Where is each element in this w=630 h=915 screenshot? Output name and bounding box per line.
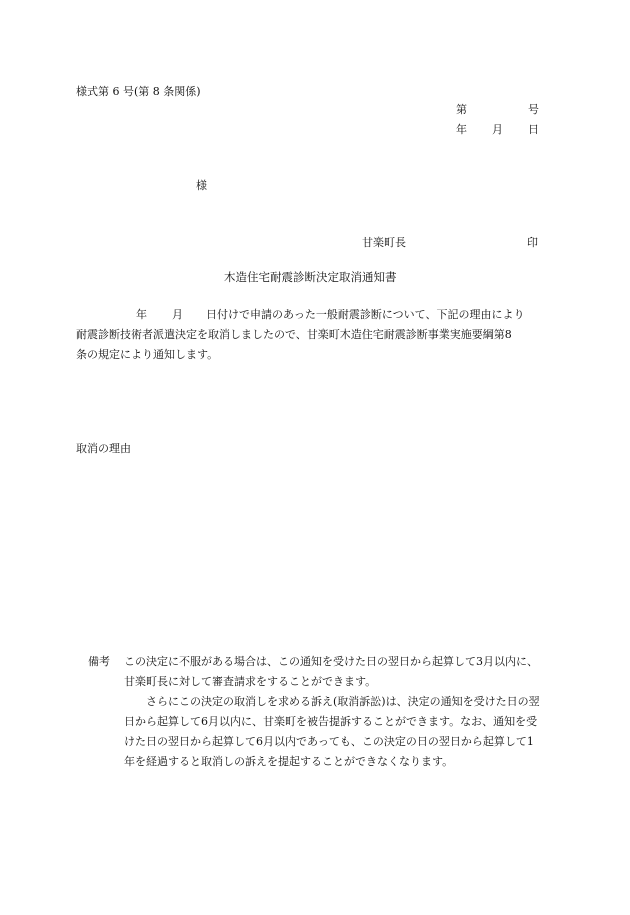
remarks-line-3: さらにこの決定の取消しを求める訴え(取消訴訟)は、決定の通知を受けた日の翌: [146, 695, 540, 708]
remarks-line-5: けた日の翌日から起算して6月以内であっても、この決定の日の翌日から起算して1: [124, 735, 534, 748]
date-day-label: 日: [528, 123, 539, 136]
body-date-month: 月: [172, 308, 183, 321]
remarks-line-4: 日から起算して6月以内に、甘楽町を被告提訴することができます。なお、通知を受: [124, 715, 538, 728]
sender-name: 甘楽町長: [362, 236, 406, 249]
addressee-honorific: 様: [196, 179, 207, 192]
date-month-label: 月: [492, 123, 503, 136]
remarks-line-1: この決定に不服がある場合は、この通知を受けた日の翌日から起算して3月以内に、: [124, 655, 538, 668]
number-suffix: 号: [528, 103, 539, 116]
number-prefix: 第: [456, 103, 467, 116]
remarks-label: 備考: [88, 655, 110, 668]
reason-label: 取消の理由: [76, 442, 131, 455]
seal-mark: 印: [527, 236, 538, 249]
remarks-line-6: 年を経過すると取消しの訴えを提起することができなくなります。: [124, 755, 454, 768]
form-label: 様式第 6 号(第 8 条関係): [76, 85, 201, 98]
body-line1: 日付けで申請のあった一般耐震診断について、下記の理由により: [206, 308, 525, 321]
remarks-row-1: [88, 652, 568, 672]
date-year-label: 年: [456, 123, 467, 136]
remarks-section: [88, 652, 568, 772]
document-title: 木造住宅耐震診断決定取消通知書: [224, 270, 397, 284]
remarks-line-2: 甘楽町長に対して審査請求をすることができます。: [124, 675, 377, 688]
body-date-year: 年: [136, 308, 147, 321]
body-line2: 耐震診断技術者派遣決定を取消しましたので、甘楽町木造住宅耐震診断事業実施要綱第8: [76, 328, 512, 341]
body-line3: 条の規定により通知します。: [76, 348, 219, 361]
